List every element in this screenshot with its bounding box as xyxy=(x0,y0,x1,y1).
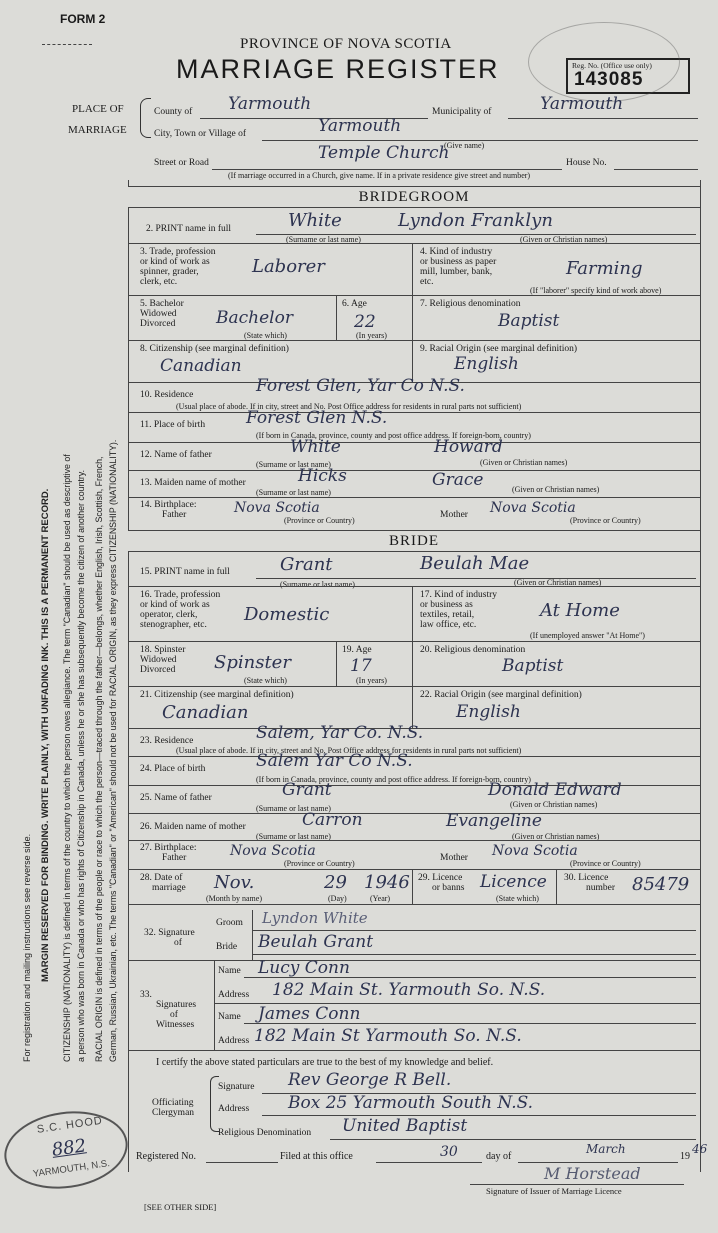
give-name-note: (Give name) xyxy=(444,141,485,150)
groom-residence-label: 10. Residence xyxy=(140,390,194,400)
groom-sig-label: Groom xyxy=(216,918,243,928)
groom-father-note-given: (Given or Christian names) xyxy=(480,458,568,467)
bride-mother-given: Evangeline xyxy=(446,811,542,831)
house-label: House No. xyxy=(566,158,607,168)
groom-industry-label: 4. Kind of industry or business as paper mill, lumber, bank, etc. xyxy=(420,247,497,287)
year-note: (Year) xyxy=(370,894,391,903)
groom-status-note: (State which) xyxy=(244,331,287,340)
bride-father-note-given: (Given or Christian names) xyxy=(510,800,598,809)
bride-religion: Baptist xyxy=(502,656,564,676)
clergy-denomination-label: Religious Denomination xyxy=(218,1128,312,1138)
bride-trade-label: 16. Trade, profession or kind of work as operator, clerk, stenographer, etc. xyxy=(140,590,221,630)
reg-no-value: 143085 xyxy=(574,69,644,90)
clergy-label: Officiating Clergyman xyxy=(152,1098,195,1118)
groom-name-note-surname: (Surname or last name) xyxy=(286,235,361,244)
groom-trade: Laborer xyxy=(252,256,325,277)
w2-name-label: Name xyxy=(218,1012,241,1022)
bride-province-note-2: (Province or Country) xyxy=(570,859,641,868)
margin-line-5: RACIAL ORIGIN is defined in terms of the people or race to which the person—traced through the father—belongs, whether English, Irish, Scottish, French, xyxy=(94,456,104,1062)
registrar-stamp xyxy=(0,1104,133,1197)
groom-birthplace: Forest Glen N.S. xyxy=(246,408,388,428)
date-label: 28. Date of marriage xyxy=(140,873,186,893)
w2-address-label: Address xyxy=(218,1036,250,1046)
groom-name-note-given: (Given or Christian names) xyxy=(520,235,608,244)
stamp-top-text: S.C. HOOD xyxy=(36,1114,104,1136)
form-left-border xyxy=(128,180,129,1172)
bride-industry: At Home xyxy=(540,600,620,621)
groom-father-note-surname: (Surname or last name) xyxy=(256,460,331,469)
bride-mother-word: Mother xyxy=(440,853,468,863)
bride-age-label: 19. Age xyxy=(342,645,372,655)
w2-address: 182 Main St Yarmouth So. N.S. xyxy=(254,1026,522,1046)
bridegroom-section-title: BRIDEGROOM xyxy=(128,186,700,208)
margin-line-1: For registration and mailing instructions see reverse side. xyxy=(22,833,32,1062)
groom-citizenship-label: 8. Citizenship (see marginal definition) xyxy=(140,344,289,354)
bride-residence: Salem, Yar Co. N.S. xyxy=(256,723,424,743)
w1-address-label: Address xyxy=(218,990,250,1000)
groom-racial-label: 9. Racial Origin (see marginal definition) xyxy=(420,344,578,354)
groom-residence: Forest Glen, Yar Co N.S. xyxy=(256,376,465,396)
groom-birthplace-parents-label: 14. Birthplace: Father xyxy=(140,500,197,520)
see-other-side: [SEE OTHER SIDE] xyxy=(144,1202,217,1212)
bride-citizenship: Canadian xyxy=(162,702,249,723)
reg-no-label: Reg. No. (Office use only) xyxy=(572,61,652,70)
groom-mother-note-given: (Given or Christian names) xyxy=(512,485,600,494)
bride-citizenship-label: 21. Citizenship (see marginal definition) xyxy=(140,690,294,700)
groom-mother-label: 13. Maiden name of mother xyxy=(140,478,246,488)
w2-name: James Conn xyxy=(258,1004,361,1024)
bride-racial-label: 22. Racial Origin (see marginal definition) xyxy=(420,690,582,700)
marriage-day: 29 xyxy=(324,872,347,893)
groom-birthplace-label: 11. Place of birth xyxy=(140,420,206,430)
licence-note: (State which) xyxy=(496,894,539,903)
bride-name-note-surname: (Surname or last name) xyxy=(280,580,355,589)
groom-father-surname: White xyxy=(290,437,341,457)
groom-status: Bachelor xyxy=(216,308,293,328)
stamp-number: 882 xyxy=(50,1135,88,1161)
groom-residence-note: (Usual place of abode. If in city, street and No. Post Office address for residents in rural parts not sufficient) xyxy=(176,402,522,411)
groom-father-given: Howard xyxy=(434,437,503,457)
street-label: Street or Road xyxy=(154,158,209,168)
groom-province-note-2: (Province or Country) xyxy=(570,516,641,525)
bride-industry-label: 17. Kind of industry or business as textiles, retail, law office, etc. xyxy=(420,590,498,630)
bride-age: 17 xyxy=(350,656,372,676)
street-note: (If marriage occurred in a Church, give name. If in a private residence give street and number) xyxy=(228,171,531,180)
place-brace xyxy=(140,98,151,138)
licence-label: 29. Licence or banns xyxy=(418,873,465,893)
filed-month: March xyxy=(586,1142,626,1156)
bride-father-birthplace: Nova Scotia xyxy=(230,843,316,859)
groom-province-note-1: (Province or Country) xyxy=(284,516,355,525)
county-label: County of xyxy=(154,107,193,117)
bride-age-note: (In years) xyxy=(356,676,387,685)
groom-given-names: Lyndon Franklyn xyxy=(398,210,553,231)
bride-status-note: (State which) xyxy=(244,676,287,685)
bride-birthplace-label: 24. Place of birth xyxy=(140,764,206,774)
groom-industry-note: (If "laborer" specify kind of work above) xyxy=(530,286,662,295)
margin-line-4: a person who was born in Canada or who has rights of Citizenship in Canada, unless he or she has subsequently become the citizen of another country. xyxy=(76,469,86,1062)
marriage-month: Nov. xyxy=(214,872,255,893)
bride-name-note-given: (Given or Christian names) xyxy=(514,578,602,587)
bride-status-label: 18. Spinster Widowed Divorced xyxy=(140,645,186,675)
groom-religion: Baptist xyxy=(498,311,560,331)
bride-father-label: 25. Name of father xyxy=(140,793,212,803)
stamp-circle-mark xyxy=(528,22,680,102)
licence-number: 85479 xyxy=(632,874,690,895)
groom-mother-note-surname: (Surname or last name) xyxy=(256,488,331,497)
groom-status-label: 5. Bachelor Widowed Divorced xyxy=(140,299,184,329)
bride-province-note-1: (Province or Country) xyxy=(284,859,355,868)
groom-surname: White xyxy=(288,210,342,231)
month-note: (Month by name) xyxy=(206,894,262,903)
groom-father-birthplace: Nova Scotia xyxy=(234,500,320,516)
groom-age-label: 6. Age xyxy=(342,299,367,309)
bride-mother-birthplace: Nova Scotia xyxy=(492,843,578,859)
bride-mother-note-surname: (Surname or last name) xyxy=(256,832,331,841)
page-title: MARRIAGE REGISTER xyxy=(176,54,500,84)
clergy-denomination: United Baptist xyxy=(342,1116,468,1136)
bride-father-note-surname: (Surname or last name) xyxy=(256,804,331,813)
bride-birthplace: Salem Yar Co N.S. xyxy=(256,751,413,771)
bride-sig-label: Bride xyxy=(216,942,238,952)
bride-section-title: BRIDE xyxy=(128,530,700,552)
municipality-value: Yarmouth xyxy=(540,94,624,114)
clergy-signature: Rev George R Bell. xyxy=(288,1070,452,1090)
form-label: FORM 2 xyxy=(60,12,106,26)
bride-trade: Domestic xyxy=(244,604,330,625)
day-note: (Day) xyxy=(328,894,347,903)
place-group-label-2: MARRIAGE xyxy=(68,124,127,136)
signature-label: 32. Signature of xyxy=(144,928,195,948)
bride-status: Spinster xyxy=(214,652,291,673)
issuer-label: Signature of Issuer of Marriage Licence xyxy=(486,1186,622,1196)
filed-label: Filed at this office xyxy=(280,1151,353,1162)
clergy-address-label: Address xyxy=(218,1104,250,1114)
province-title: PROVINCE OF NOVA SCOTIA xyxy=(240,36,452,52)
bride-residence-note: (Usual place of abode. If in city, street and No. Post Office address for residents in rural parts not sufficient) xyxy=(176,746,522,755)
groom-mother-surname: Hicks xyxy=(298,466,347,486)
bride-surname: Grant xyxy=(280,554,333,575)
place-group-label-1: PLACE OF xyxy=(72,103,124,115)
w1-name: Lucy Conn xyxy=(258,958,350,978)
groom-industry: Farming xyxy=(566,258,643,279)
form-right-border xyxy=(700,180,701,1172)
groom-mother-word: Mother xyxy=(440,510,468,520)
groom-religion-label: 7. Religious denomination xyxy=(420,299,521,309)
certify-text: I certify the above stated particulars are true to the best of my knowledge and belief. xyxy=(156,1057,494,1068)
margin-line-2: MARGIN RESERVED FOR BINDING. WRITE PLAINLY, WITH UNFADING INK. THIS IS A PERMANENT RECORD. xyxy=(40,488,51,982)
bride-signature: Beulah Grant xyxy=(258,932,374,952)
groom-racial: English xyxy=(454,354,519,374)
issuer-signature: M Horstead xyxy=(544,1164,641,1183)
w1-address: 182 Main St. Yarmouth So. N.S. xyxy=(272,980,546,1000)
bride-residence-label: 23. Residence xyxy=(140,736,194,746)
licence-type: Licence xyxy=(480,872,547,892)
marriage-year: 1946 xyxy=(364,872,410,893)
clergy-signature-label: Signature xyxy=(218,1082,255,1092)
municipality-label: Municipality of xyxy=(432,107,492,117)
county-value: Yarmouth xyxy=(228,94,312,114)
w1-name-label: Name xyxy=(218,966,241,976)
filed-year-suffix: 46 xyxy=(692,1142,708,1156)
groom-father-label: 12. Name of father xyxy=(140,450,212,460)
groom-age: 22 xyxy=(354,312,376,332)
groom-name-label: 2. PRINT name in full xyxy=(146,224,232,234)
bride-birthplace-parents-label: 27. Birthplace: Father xyxy=(140,843,197,863)
bride-mother-label: 26. Maiden name of mother xyxy=(140,822,246,832)
groom-signature: Lyndon White xyxy=(262,909,368,927)
groom-citizenship: Canadian xyxy=(160,356,242,376)
stamp-bottom-text: YARMOUTH, N.S. xyxy=(32,1158,111,1180)
filed-day: 30 xyxy=(440,1144,458,1160)
bride-birthplace-note: (If born in Canada, province, county and post office address. If foreign-born, country) xyxy=(256,775,531,784)
registered-label: Registered No. xyxy=(136,1151,196,1162)
bride-mother-surname: Carron xyxy=(302,810,363,830)
groom-age-note: (In years) xyxy=(356,331,387,340)
day-of-label: day of xyxy=(486,1151,512,1162)
bride-racial: English xyxy=(456,702,521,722)
bride-name-label: 15. PRINT name in full xyxy=(140,567,230,577)
city-label: City, Town or Village of xyxy=(154,129,246,139)
witness-label: 33. Signatures of Witnesses xyxy=(140,990,197,1030)
filed-year-prefix: 19 xyxy=(680,1151,690,1162)
margin-line-6: German, Russian, Ukrainian, etc. The terms "Canadian" or "American" should not be used for RACIAL ORIGIN, as they express CITIZENSHIP (NATIONALITY). xyxy=(108,439,118,1062)
city-value: Yarmouth xyxy=(318,116,402,136)
bride-father-surname: Grant xyxy=(282,780,332,800)
groom-trade-label: 3. Trade, profession or kind of work as spinner, grader, clerk, etc. xyxy=(140,247,216,287)
licence-no-label: 30. Licence number xyxy=(564,873,616,893)
groom-mother-birthplace: Nova Scotia xyxy=(490,500,576,516)
bride-industry-note: (If unemployed answer "At Home") xyxy=(530,631,645,640)
bride-mother-note-given: (Given or Christian names) xyxy=(512,832,600,841)
groom-birthplace-note: (If born in Canada, province, county and post office address. If foreign-born, country) xyxy=(256,431,531,440)
bride-given-names: Beulah Mae xyxy=(420,553,530,574)
margin-line-3: CITIZENSHIP (NATIONALITY) is defined in terms of the country to which the person owes allegiance. The term "Canadian" should be used as descriptive of xyxy=(62,454,72,1062)
street-value: Temple Church xyxy=(318,143,450,163)
groom-mother-given: Grace xyxy=(432,470,484,490)
bride-father-given: Donald Edward xyxy=(488,780,622,800)
clergy-address: Box 25 Yarmouth South N.S. xyxy=(288,1093,534,1113)
binding-hole-mark xyxy=(42,44,92,45)
bride-religion-label: 20. Religious denomination xyxy=(420,645,526,655)
